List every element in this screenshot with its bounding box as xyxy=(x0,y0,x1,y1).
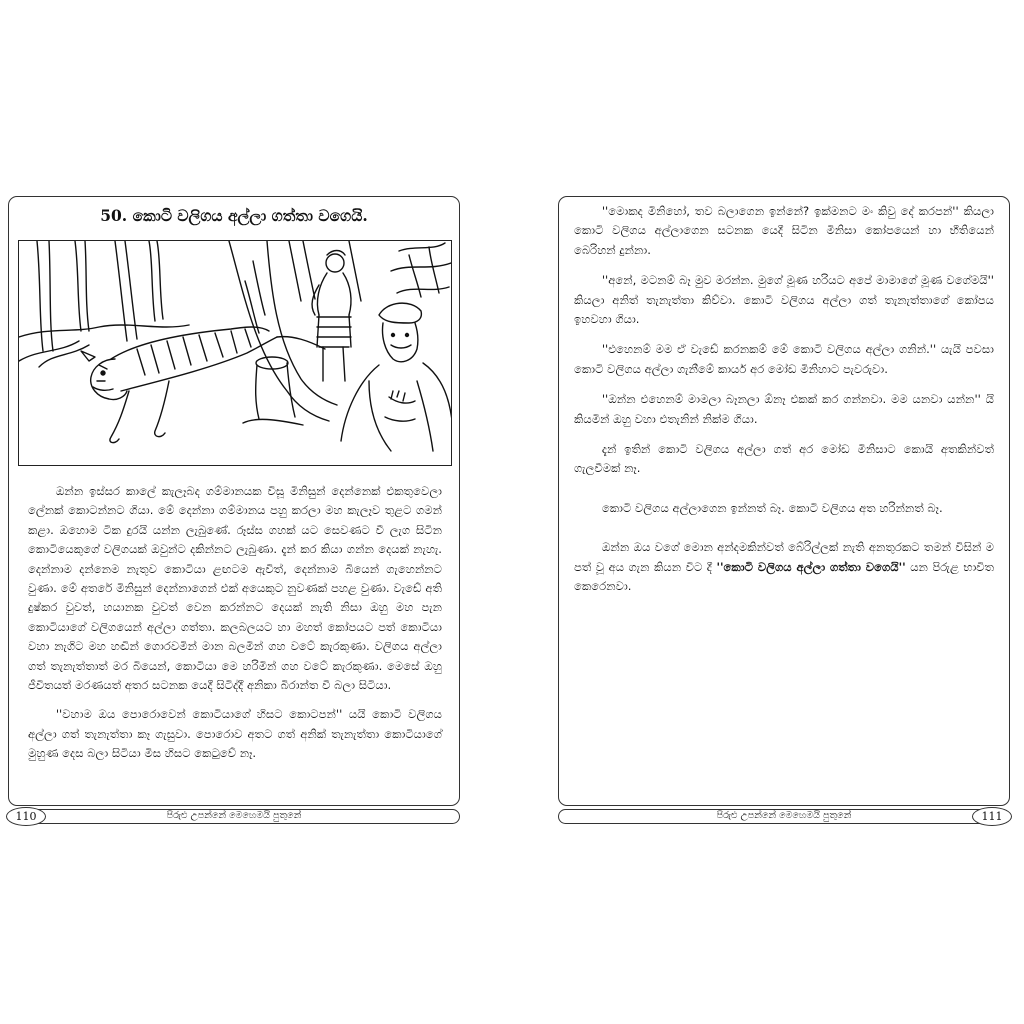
paragraph: ඔන්න ඉස්සර කාලේ කැලෑබද ගම්මානයක විසූ මිනිසුන් දෙන්නෙක් එකතුවෙලා ලේනක් කොටන්නට ගියා. මේ දෙන්නා ගම්මානය පහු කරලා මහ කැලෑව තුළට ගමන් කළා. ඔහොම ටික දුරයි යන්න ලැබුණේ. රූස්ස ගහක් යට සෙවණට වී ලැග සිටින කොටියෙකුගේ වලිගයක් ඔවුන්ට දකින්නට ලැබුණා. දැන් කර කියා ගන්න දෙයක් නැහැ. දෙන්නාම දන්නෙම නැතුව කොටියා ළඟටම ඇවිත්, දෙන්නාම බියෙන් ගැහෙන්නට වුණා. මේ අතරේ මිනිසුන් දෙන්නාගෙන් එක් අයෙකුට නුවණක් පහළ වුණා. වැඩේ අති දුෂ්කර වුවත්, හයානක වුවත් වෙන කරන්නට දෙයක් නැති නිසා ඔහු මහ පැන කොටියාගේ වලිගයෙන් අල්ලා ගත්තා. කලබලයට හා මහත් කෝපයට පත් කොටියා වහා නැගිට මහ හඬින් ගොරවමින් මාන බලමින් ගහ වටේ කැරකුණා. වලිගය අල්ලා ගත් තැනැත්තාත් මර බියෙන්, කොටියා මෙ හරිමින් ගහ වටේ කැරකුණා. මෙසේ ඔහු ජීවිතයත් මරණයත් අතර සටනක යෙදී සිටිද්දී අනිකා බිරාන්ත වී බලා සිටියා. xyxy=(28,484,442,693)
paragraph: දැන් ඉතින් කොටි වලිගය අල්ලා ගත් අර මෝඩ මිනිසාට කොයි අතකින්වත් ගැලවීමක් නෑ. xyxy=(574,442,994,476)
paragraph: ''එහෙනම් මම ඒ වැඩේ කරනකම් මේ කොටි වලිගය අල්ලා ගනින්.'' යැයි පවසා කොටි වලිගය අල්ලා ගැනීමේ කාර්ය අර මෝඩ මිනිහාට පැවරුවා. xyxy=(574,342,994,376)
left-page-number: 110 xyxy=(6,807,46,826)
closing-lead: ඔන්න ඔය වගේ මොන අන්දමකින්වත් බේරිල්ලක් නැති අනතුරකට තමන් විසින් ම පත් වූ අය ගැන කියන විට දී xyxy=(574,540,994,574)
paragraph: ''මොකද මිනිහෝ, තව බලාගෙන ඉන්නේ? ඉක්මනට මං කිවු දේ කරපන්'' කියලා කොටි වලිගය අල්ලාගෙන සටනක යෙදී සිටින මිනිසා කෝපයෙන් හා භීතියෙන් බෙරිහන් දුන්නා. xyxy=(574,204,994,257)
story-title: 50. කොටි වලිගය අල්ලා ගත්තා වගෙයි. xyxy=(100,206,368,225)
left-footer-title: පිරුළු උපන්නේ මෙහෙමයි පුතුනේ xyxy=(8,809,460,824)
right-page-number: 111 xyxy=(972,807,1012,826)
paragraph: ''ඔන්න එහෙනම් මාමලා බෑනලා ඕනෑ එකක් කර ගන්නවා. මම යනවා යන්න'' යි කියමින් ඔහු වහා එතැනින් නික්ම ගියා. xyxy=(574,392,994,426)
closing-tail: යන පිරුළ භාවිත කෙරෙනවා. xyxy=(574,559,995,594)
right-page-text xyxy=(574,202,994,603)
proverb-phrase: ''කොටි වලිගය අල්ලා ගත්තා වගෙයි'' xyxy=(716,559,906,574)
paragraph: ''අනේ, මටනම් බෑ මුව මරන්න. මුගේ මූණ හරියට අපේ මාමාගේ මූණ වගේමයි'' කියලා අනිත් තැනැත්තා කිව්වා. කොටි වලිගය අල්ලා ගත් තැනැත්තාගේ කෝපය ඉහවහා ගියා. xyxy=(574,273,994,327)
paragraph: කොටි වලිගය අල්ලාගෙන ඉන්නත් බෑ. කොටි වලිගය අත හරින්නත් බෑ. xyxy=(601,500,943,515)
closing-paragraph xyxy=(574,538,994,596)
left-page-text xyxy=(28,482,442,764)
story-illustration xyxy=(18,240,452,466)
right-footer-title: පිරුළු උපන්නේ මෙහෙමයි පුතුනේ xyxy=(558,809,1010,824)
paragraph: ''වහාම ඔය පොරොවෙන් කොටියාගේ හිසට කොටපන්'' යයි කොටි වලිගය අල්ලා ගත් තැනැත්තා කෑ ගැසුවා. පොරොව අතට ගත් අනික් තැනැත්තා කොටියාගේ මුහුණ දෙස බලා සිටියා මිස හිසට කෙටුවේ නෑ. xyxy=(28,707,442,761)
